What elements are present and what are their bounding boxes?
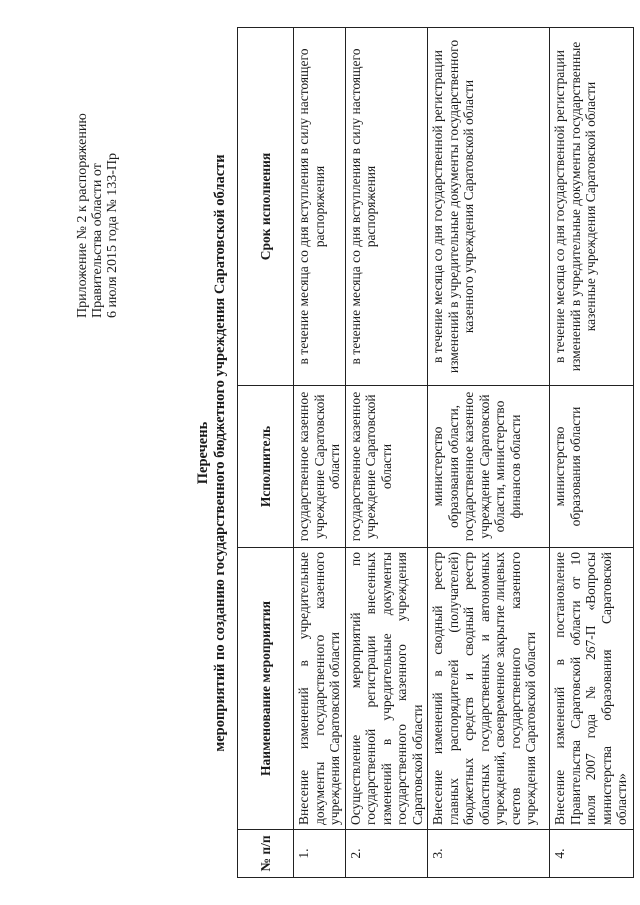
row-num: 4. [550,830,634,878]
row-deadline: в течение месяца со дня государственной регистрации изменений в учредительные документы государственного казенного учреждения Саратовской области [428,28,550,386]
header-num: № п/п [238,830,294,878]
row-num: 3. [428,830,550,878]
header-deadline: Срок исполнения [238,28,294,386]
row-executor: министерство образования области, государственное казенное учреждение Саратовской области, министерство финансов области [428,386,550,548]
table-row [294,28,346,878]
approval-line-2: Правительства области от [90,163,105,318]
table-row [428,28,550,878]
row-executor: государственное казенное учреждение Саратовской области [294,386,346,548]
table-header-row [238,28,294,878]
header-executor: Исполнитель [238,386,294,548]
approval-line-3: 6 июля 2015 года № 133-Пр [105,153,120,318]
row-executor: государственное казенное учреждение Саратовской области [345,386,428,548]
document-title [195,28,229,878]
row-name: Осуществление мероприятий по государственной регистрации внесенных изменений в учредительные документы государственного казенного учреждения Саратовской области [345,548,428,830]
row-num: 2. [345,830,428,878]
title-line-1: Перечень [195,421,211,485]
row-deadline: в течение месяца со дня государственной регистрации изменений в учредительные документы государственные казенные учреждения Саратовской области [550,28,634,386]
row-name: Внесение изменений в постановление Правительства Саратовской области от 10 июля 2007 года № 267-П «Вопросы министерства образования Саратовской области» [550,548,634,830]
row-executor: министерство образования области [550,386,634,548]
rotated-content [25,28,629,878]
row-name: Внесение изменений в учредительные документы государственного казенного учреждения Саратовской области [294,548,346,830]
approval-block [75,48,120,318]
table-row [550,28,634,878]
measures-table [237,27,634,878]
row-deadline: в течение месяца со дня вступления в силу настоящего распоряжения [294,28,346,386]
row-deadline: в течение месяца со дня вступления в силу настоящего распоряжения [345,28,428,386]
title-line-2: мероприятий по созданию государственного бюджетного учреждения Саратовской области [212,154,228,752]
row-name: Внесение изменений в сводный реестр главных распорядителей (получателей) бюджетных средств и сводный реестр областных государственных и автономных учреждений, своевременное закрытие лицевых счетов государственного казенного учреждения Саратовской области [428,548,550,830]
table-row [345,28,428,878]
approval-line-1: Приложение № 2 к распоряжению [75,113,90,318]
header-name: Наименование мероприятия [238,548,294,830]
row-num: 1. [294,830,346,878]
